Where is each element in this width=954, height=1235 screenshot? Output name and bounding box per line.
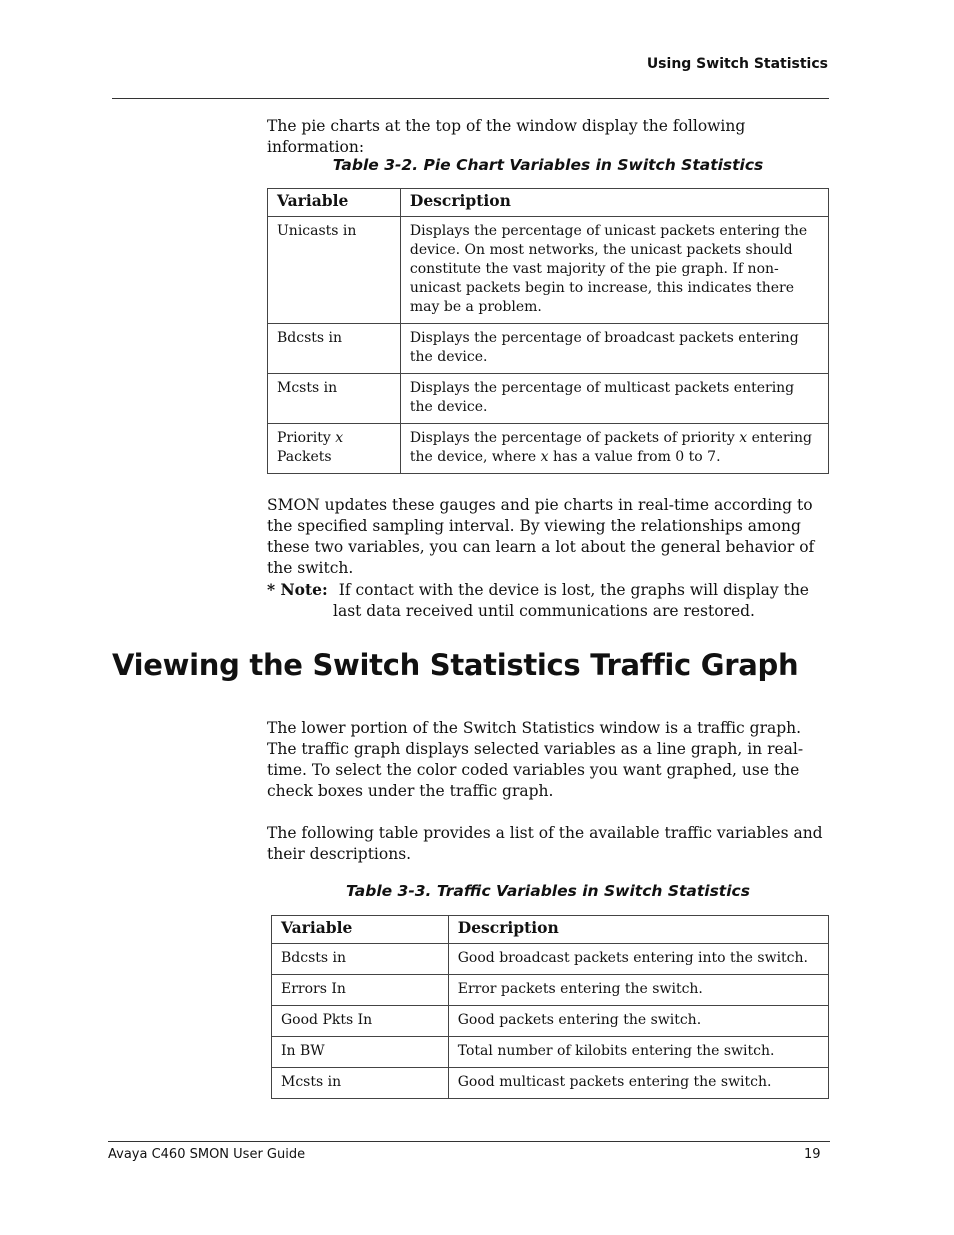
table-row	[272, 1006, 829, 1037]
column-header-variable: Variable	[268, 189, 401, 217]
cell-description: Displays the percentage of unicast packets entering the device. On most networks, the unicast packets should constitute the vast majority of the pie graph. If non-unicast packets begin to increase, this indicates there may be a problem.	[400, 217, 828, 324]
table-row	[268, 324, 829, 374]
table-row	[268, 374, 829, 424]
description-text: has a value from 0 to 7.	[548, 449, 721, 465]
cell-variable	[268, 424, 401, 474]
table2-caption: Table 3-3. Traffic Variables in Switch Statistics	[346, 882, 750, 900]
note	[267, 579, 837, 622]
page-number: 19	[804, 1147, 821, 1162]
cell-description: Good packets entering the switch.	[448, 1006, 828, 1037]
table-row	[268, 424, 829, 474]
cell-variable: Unicasts in	[268, 217, 401, 324]
variable-text: Priority	[277, 430, 336, 446]
smon-paragraph: SMON updates these gauges and pie charts in real-time according to the specified sampling interval. By viewing the relationships among these two variables, you can learn a lot about the general behavior of the switch.	[267, 496, 815, 577]
variable-placeholder: x	[540, 449, 549, 465]
table-header-row	[268, 189, 829, 217]
intro-paragraph: The pie charts at the top of the window display the following information:	[267, 117, 746, 156]
column-header-variable: Variable	[272, 916, 449, 944]
table-header-row	[272, 916, 829, 944]
cell-variable: Bdcsts in	[268, 324, 401, 374]
variable-text: Packets	[277, 449, 332, 465]
cell-description	[400, 424, 828, 474]
description-text: entering the device, where	[409, 430, 812, 465]
cell-description: Good multicast packets entering the switch.	[448, 1068, 828, 1099]
cell-description: Displays the percentage of broadcast packets entering the device.	[400, 324, 828, 374]
column-header-description: Description	[448, 916, 828, 944]
running-header: Using Switch Statistics	[646, 56, 828, 72]
cell-description: Error packets entering the switch.	[448, 975, 828, 1006]
variable-placeholder: x	[739, 430, 748, 446]
table-row	[272, 944, 829, 975]
cell-variable: Good Pkts In	[272, 1006, 449, 1037]
note-label: * Note:	[267, 580, 328, 599]
table-row	[268, 217, 829, 324]
column-header-description: Description	[400, 189, 828, 217]
cell-variable: In BW	[272, 1037, 449, 1068]
table1-caption: Table 3-2. Pie Chart Variables in Switch Statistics	[332, 156, 764, 174]
description-text: Displays the percentage of packets of priority	[409, 430, 740, 446]
header-rule	[112, 98, 829, 99]
table-row	[272, 1068, 829, 1099]
cell-variable: Mcsts in	[272, 1068, 449, 1099]
traffic-variables-table	[271, 915, 829, 1099]
pie-chart-variables-table	[267, 188, 829, 474]
variable-placeholder: x	[335, 430, 344, 446]
cell-variable: Bdcsts in	[272, 944, 449, 975]
following-table-paragraph: The following table provides a list of the available traffic variables and their descriptions.	[267, 824, 823, 863]
traffic-graph-paragraph: The lower portion of the Switch Statistics window is a traffic graph. The traffic graph displays selected variables as a line graph, in real-time. To select the color coded variables you want graphed, use the check boxes under the traffic graph.	[267, 719, 804, 800]
table-row	[272, 975, 829, 1006]
note-line-2: last data received until communications are restored.	[333, 602, 755, 620]
cell-variable: Errors In	[272, 975, 449, 1006]
cell-description: Displays the percentage of multicast packets entering the device.	[400, 374, 828, 424]
note-line-1: If contact with the device is lost, the graphs will display the	[338, 581, 809, 599]
footer-rule	[108, 1141, 830, 1142]
cell-description: Total number of kilobits entering the switch.	[448, 1037, 828, 1068]
section-heading: Viewing the Switch Statistics Traffic Graph	[112, 648, 799, 682]
cell-description: Good broadcast packets entering into the switch.	[448, 944, 828, 975]
table-row	[272, 1037, 829, 1068]
cell-variable: Mcsts in	[268, 374, 401, 424]
footer-guide-title: Avaya C460 SMON User Guide	[108, 1147, 306, 1162]
